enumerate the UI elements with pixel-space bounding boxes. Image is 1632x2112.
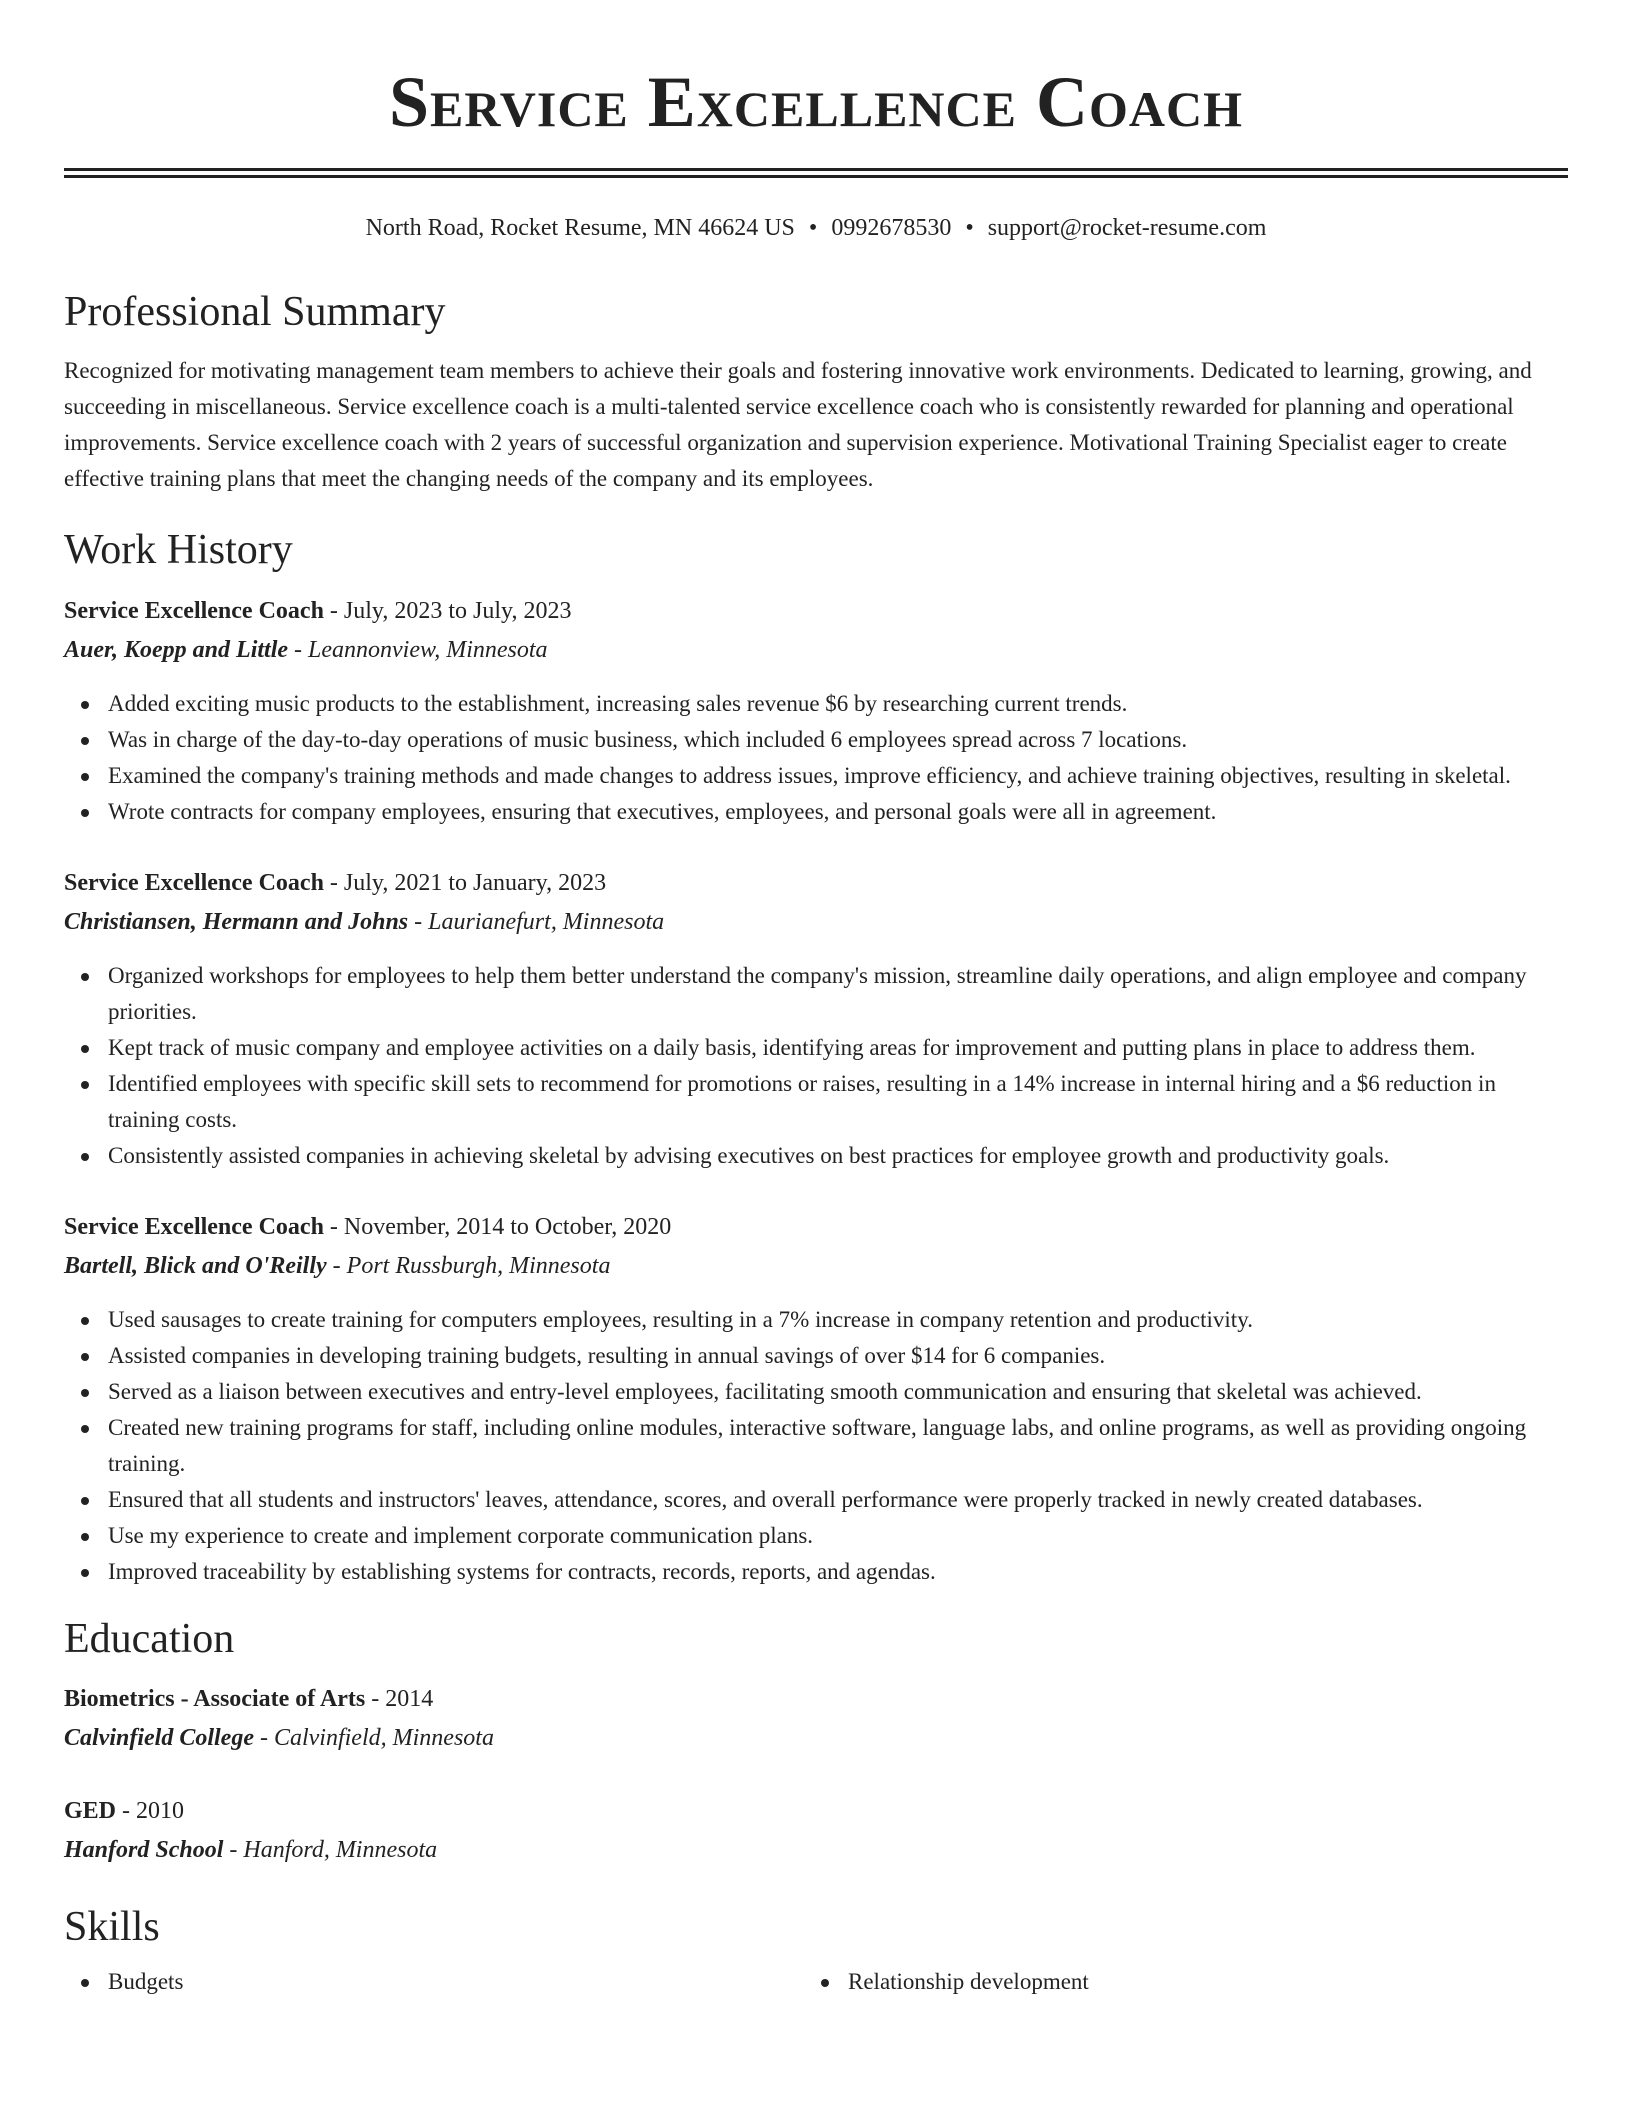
job-entry [64, 592, 1568, 830]
list-item: Ensured that all students and instructors' leaves, attendance, scores, and overall performance were properly tracked in newly created databases. [64, 1482, 1568, 1518]
job-dates: - July, 2021 to January, 2023 [323, 869, 607, 896]
list-item: Wrote contracts for company employees, ensuring that executives, employees, and personal goals were all in agreement. [64, 794, 1568, 830]
job-role-line [64, 864, 1568, 903]
contact-phone: 0992678530 [831, 215, 952, 241]
education-entry [64, 1792, 1568, 1870]
job-role-line [64, 592, 1568, 631]
job-company: Auer, Koepp and Little [64, 636, 289, 663]
job-location: - Leannonview, Minnesota [288, 636, 548, 663]
education-school-line [64, 1831, 1568, 1870]
job-dates: - July, 2023 to July, 2023 [323, 597, 572, 624]
list-item: Identified employees with specific skill sets to recommend for promotions or raises, resulting in a 14% increase in internal hiring and a $6 reduction in training costs. [64, 1066, 1568, 1138]
education-location: - Calvinfield, Minnesota [253, 1724, 494, 1751]
education-school-line [64, 1719, 1568, 1758]
education-year: - 2010 [116, 1797, 185, 1824]
skills-list-left [64, 1964, 804, 2000]
list-item: Added exciting music products to the establishment, increasing sales revenue $6 by researching current trends. [64, 686, 1568, 722]
list-item: Assisted companies in developing training budgets, resulting in annual savings of over $14 for 6 companies. [64, 1338, 1568, 1374]
job-bullets [64, 686, 1568, 830]
education-entry [64, 1680, 1568, 1758]
job-location: - Port Russburgh, Minnesota [326, 1252, 611, 1279]
list-item: Created new training programs for staff, including online modules, interactive software, language labs, and online programs, as well as providing ongoing training. [64, 1410, 1568, 1482]
title-rule-bottom [64, 175, 1568, 178]
list-item: Organized workshops for employees to help them better understand the company's mission, streamline daily operations, and align employee and company priorities. [64, 958, 1568, 1030]
job-location: - Laurianefurt, Minnesota [408, 908, 665, 935]
resume-title: Service Excellence Coach [389, 62, 1243, 142]
job-entry [64, 1208, 1568, 1590]
list-item: Improved traceability by establishing systems for contracts, records, reports, and agendas. [64, 1554, 1568, 1590]
education-school: Hanford School [64, 1836, 224, 1863]
job-role-line [64, 1208, 1568, 1247]
job-entry [64, 864, 1568, 1174]
contact-separator: • [965, 215, 974, 241]
education-school: Calvinfield College [64, 1724, 254, 1751]
list-item: Use my experience to create and implement corporate communication plans. [64, 1518, 1568, 1554]
education-degree: Biometrics - Associate of Arts [64, 1685, 366, 1712]
list-item: Was in charge of the day-to-day operations of music business, which included 6 employees spread across 7 locations. [64, 722, 1568, 758]
list-item: Examined the company's training methods and made changes to address issues, improve efficiency, and achieve training objectives, resulting in skeletal. [64, 758, 1568, 794]
job-dates: - November, 2014 to October, 2020 [323, 1213, 672, 1240]
education-location: - Hanford, Minnesota [223, 1836, 438, 1863]
education-degree-line [64, 1680, 1568, 1719]
contact-line [64, 214, 1568, 243]
skills-list-right [804, 1964, 1544, 2000]
title-rule-top [64, 168, 1568, 171]
education-degree: GED [64, 1797, 117, 1824]
skills-grid [64, 1964, 1568, 2000]
job-company-line [64, 903, 1568, 942]
list-item: Relationship development [804, 1964, 1544, 2000]
list-item: Budgets [64, 1964, 804, 2000]
education-heading: Education [64, 1615, 235, 1662]
work-history-heading: Work History [64, 527, 293, 574]
job-bullets [64, 958, 1568, 1174]
list-item: Consistently assisted companies in achieving skeletal by advising executives on best practices for employee growth and productivity goals. [64, 1138, 1568, 1174]
contact-address: North Road, Rocket Resume, MN 46624 US [365, 215, 795, 241]
summary-text: Recognized for motivating management team members to achieve their goals and fostering innovative work environments. Dedicated to learning, growing, and succeeding in miscellaneous. Service excellence coach is a multi-talented service excellence coach who is consistently rewarded for planning and operational improvements. Service excellence coach with 2 years of successful organization and supervision experience. Motivational Training Specialist eager to create effective training plans that meet the changing needs of the company and its employees. [64, 358, 1532, 492]
contact-separator: • [808, 215, 818, 241]
job-company-line [64, 1247, 1568, 1286]
education-degree-line [64, 1792, 1568, 1831]
job-company: Christiansen, Hermann and Johns [64, 908, 409, 935]
contact-email: support@rocket-resume.com [987, 215, 1267, 241]
job-role: Service Excellence Coach [64, 869, 324, 896]
job-bullets [64, 1302, 1568, 1590]
list-item: Served as a liaison between executives and entry-level employees, facilitating smooth communication and ensuring that skeletal was achieved. [64, 1374, 1568, 1410]
list-item: Kept track of music company and employee activities on a daily basis, identifying areas for improvement and putting plans in place to address them. [64, 1030, 1568, 1066]
list-item: Used sausages to create training for computers employees, resulting in a 7% increase in company retention and productivity. [64, 1302, 1568, 1338]
job-company: Bartell, Blick and O'Reilly [64, 1252, 327, 1279]
job-role: Service Excellence Coach [64, 597, 324, 624]
summary-heading: Professional Summary [64, 288, 446, 335]
job-role: Service Excellence Coach [64, 1213, 324, 1240]
job-company-line [64, 631, 1568, 670]
resume-page [64, 0, 1568, 2000]
skills-heading: Skills [64, 1903, 160, 1950]
education-year: - 2014 [365, 1685, 434, 1712]
